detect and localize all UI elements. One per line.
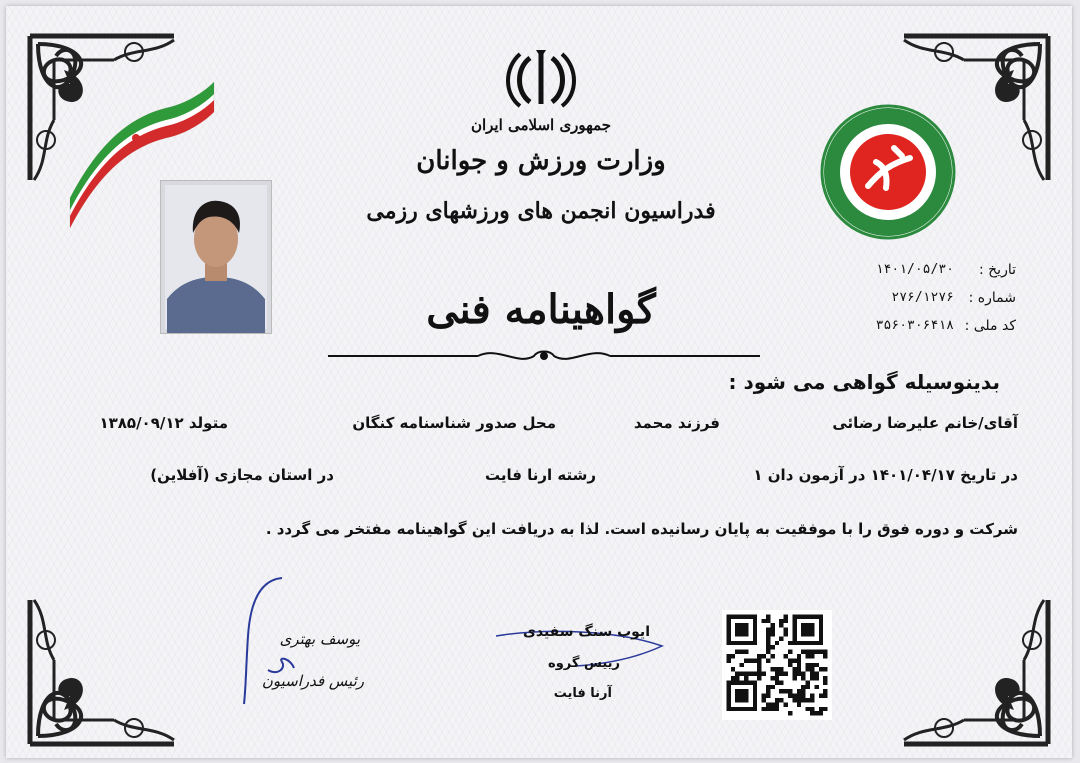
date-value: ۱۴۰۱/۰۵/۳۰	[875, 262, 954, 277]
meta-number	[846, 290, 1016, 310]
right-signature-block	[486, 618, 676, 708]
national-id-value: ۳۵۶۰۳۰۶۴۱۸	[875, 318, 954, 333]
number-label: شماره :	[968, 290, 1016, 306]
holder-name: آقای/خانم علیرضا رضائی	[832, 414, 1018, 432]
right-signer-name: ایوب سنگ سفیدی	[523, 624, 650, 640]
meta-national-id	[846, 318, 1016, 338]
right-signer-group: آرنا فایت	[553, 686, 612, 701]
ornamental-divider	[328, 344, 760, 368]
father-name: فرزند محمد	[633, 414, 720, 432]
left-signer-name: یوسف بهتری	[279, 630, 360, 648]
certificate	[6, 6, 1072, 758]
closing-text: شرکت و دوره فوق را با موفقیت به پایان رسانیده است. لذا به دریافت این گواهینامه مفتخر می گردد .	[265, 520, 1018, 538]
republic-heading: جمهوری اسلامی ایران	[470, 116, 612, 134]
birth-place: محل صدور شناسنامه کنگان	[352, 414, 556, 432]
federation-heading: فدراسیون انجمن های ورزشهای رزمی	[366, 198, 716, 224]
corner-ornament-bottom-left	[24, 560, 214, 750]
left-signature-block	[238, 576, 378, 716]
ministry-heading: وزارت ورزش و جوانان	[416, 146, 666, 176]
exam-info: در تاریخ ۱۴۰۱/۰۴/۱۷ در آزمون دان ۱	[753, 466, 1018, 484]
holder-photo	[160, 180, 272, 334]
federation-logo	[818, 102, 958, 242]
right-signer-role: رییس گروه	[548, 656, 620, 671]
birth-date: متولد ۱۳۸۵/۰۹/۱۲	[99, 414, 228, 432]
left-signer-title: رئیس فدراسیون	[261, 672, 364, 690]
date-label: تاریخ :	[978, 262, 1016, 278]
province: در استان مجازی (آفلاین)	[150, 466, 334, 484]
meta-date	[846, 262, 1016, 282]
iran-emblem-icon	[506, 48, 576, 112]
certificate-title: گواهینامه فنی	[426, 286, 656, 333]
corner-ornament-bottom-right	[864, 560, 1054, 750]
number-value: ۲۷۶/۱۲۷۶	[891, 290, 954, 305]
intro-text: بدینوسیله گواهی می شود :	[728, 370, 1000, 394]
discipline: رشته ارنا فایت	[484, 466, 596, 484]
qr-code[interactable]	[722, 610, 832, 720]
national-id-label: کد ملی :	[964, 318, 1016, 334]
